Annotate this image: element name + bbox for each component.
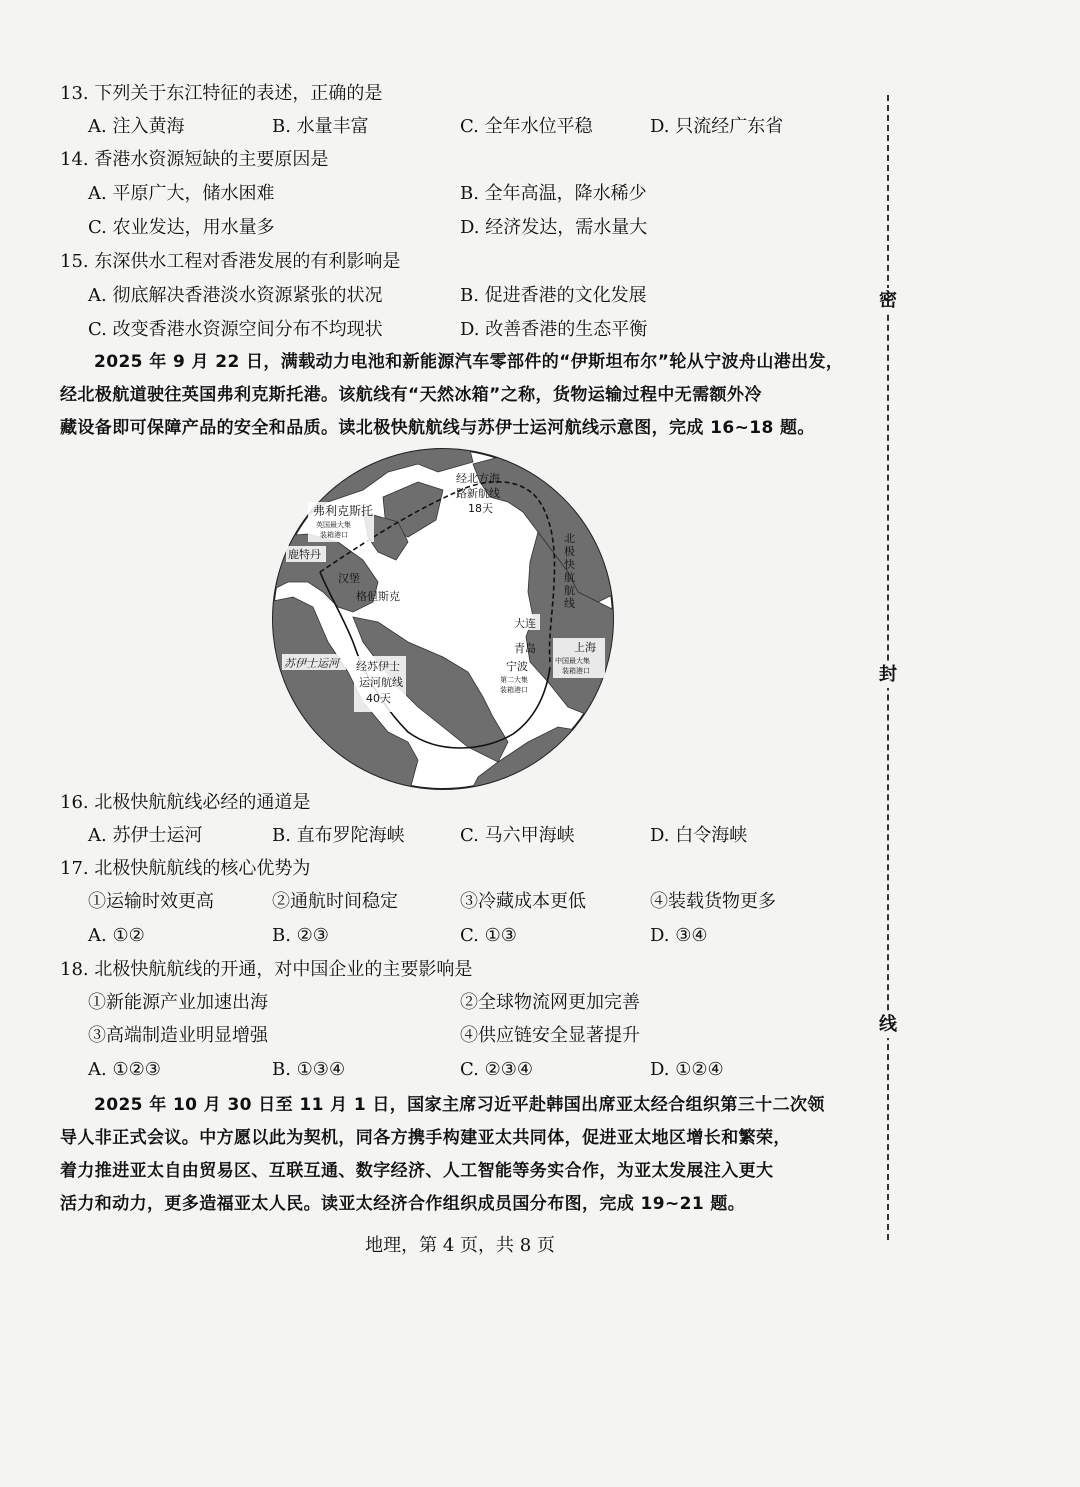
passage-line: 活力和动力，更多造福亚太人民。读亚太经济合作组织成员国分布图，完成 19~21 题。 [60,1194,746,1214]
label-felixstowe: 弗利克斯托 [313,504,374,518]
question-18-option-a: A. ①②③ [88,1059,161,1080]
question-13-option-c: C. 全年水位平稳 [460,116,593,137]
question-15-option-a: A. 彻底解决香港淡水资源紧张的状况 [88,285,383,306]
question-14-option-d: D. 经济发达，需水量大 [460,217,648,238]
question-16-option-d: D. 白令海峡 [650,825,748,846]
svg-text:北: 北 [564,532,575,545]
question-17-option-a: A. ①② [88,925,145,946]
question-13-stem: 13. 下列关于东江特征的表述，正确的是 [60,83,383,104]
question-17-option-d: D. ③④ [650,925,708,946]
seal-mark-xian: 线 [878,1012,898,1038]
svg-text:航: 航 [564,584,575,597]
question-14-stem: 14. 香港水资源短缺的主要原因是 [60,149,329,170]
question-16-option-c: C. 马六甲海峡 [460,825,575,846]
label-suez-route-1: 经苏伊士 [356,660,400,673]
question-13-option-a: A. 注入黄海 [88,116,185,137]
label-arctic-express-vertical [564,532,575,610]
question-16-stem: 16. 北极快航航线必经的通道是 [60,792,311,813]
label-rotterdam: 鹿特丹 [288,548,321,561]
label-shanghai-note2: 装箱港口 [562,667,590,675]
passage-line: 着力推进亚太自由贸易区、互联互通、数字经济、人工智能等务实合作，为亚太发展注入更大 [60,1161,774,1181]
question-16-option-b: B. 直布罗陀海峡 [272,825,405,846]
passage-line: 导人非正式会议。中方愿以此为契机，同各方携手构建亚太共同体，促进亚太地区增长和繁荣， [60,1128,791,1148]
question-14-option-b: B. 全年高温，降水稀少 [460,183,647,204]
question-17-statement-1: ①运输时效更高 [88,891,214,912]
label-suez-canal: 苏伊士运河 [284,657,339,670]
question-13-option-d: D. 只流经广东省 [650,116,784,137]
passage-arctic-route [60,346,844,445]
question-15-option-d: D. 改善香港的生态平衡 [460,319,648,340]
question-18-statement-4: ④供应链安全显著提升 [460,1025,640,1046]
label-ningbo-note2: 装箱港口 [500,686,528,694]
passage-line: 藏设备即可保障产品的安全和品质。读北极快航航线与苏伊士运河航线示意图，完成 16~18 题。 [60,418,815,438]
question-13-option-b: B. 水量丰富 [272,116,369,137]
label-ningbo: 宁波 [506,660,528,673]
label-suez-days: 40天 [366,692,391,705]
question-15-option-b: B. 促进香港的文化发展 [460,285,647,306]
question-14-option-a: A. 平原广大，储水困难 [88,183,275,204]
question-18-statement-2: ②全球物流网更加完善 [460,992,640,1013]
label-felixstowe-note1: 英国最大集 [316,521,351,529]
label-northern-days: 18天 [468,502,493,515]
question-18-statement-1: ①新能源产业加速出海 [88,992,268,1013]
label-suez-route-2: 运河航线 [359,676,403,689]
label-dalian: 大连 [514,617,536,630]
svg-text:快: 快 [564,558,575,571]
question-15-stem: 15. 东深供水工程对香港发展的有利影响是 [60,251,401,272]
question-16-option-a: A. 苏伊士运河 [88,825,203,846]
passage-apec [60,1089,830,1221]
question-17-option-b: B. ②③ [272,925,329,946]
polar-map-svg [268,442,618,797]
svg-text:航: 航 [564,571,575,584]
arctic-route-map [268,442,618,797]
seal-mark-feng: 封 [878,662,898,688]
svg-text:线: 线 [564,597,575,610]
label-gdansk: 格但斯克 [356,590,400,603]
question-18-option-b: B. ①③④ [272,1059,346,1080]
passage-line: 2025 年 10 月 30 日至 11 月 1 日，国家主席习近平赴韩国出席亚太经合组织第三十二次领 [94,1095,825,1115]
question-18-stem: 18. 北极快航航线的开通，对中国企业的主要影响是 [60,959,473,980]
passage-line: 2025 年 9 月 22 日，满载动力电池和新能源汽车零部件的“伊斯坦布尔”轮从宁波舟山港出发， [94,352,844,372]
question-17-statement-3: ③冷藏成本更低 [460,891,586,912]
svg-text:极: 极 [564,545,575,558]
label-shanghai: 上海 [574,641,596,654]
seal-mark-mi: 密 [878,288,898,314]
question-17-statement-2: ②通航时间稳定 [272,891,398,912]
question-18-statement-3: ③高端制造业明显增强 [88,1025,268,1046]
question-17-option-c: C. ①③ [460,925,517,946]
label-felixstowe-note2: 装箱港口 [320,531,348,539]
page-footer: 地理，第 4 页，共 8 页 [365,1235,555,1256]
question-14-option-c: C. 农业发达，用水量多 [88,217,275,238]
question-17-stem: 17. 北极快航航线的核心优势为 [60,858,311,879]
label-hamburg: 汉堡 [338,572,360,585]
label-northern-route-1: 经北方海 [456,472,500,485]
label-shanghai-note1: 中国最大集 [555,657,590,665]
question-15-option-c: C. 改变香港水资源空间分布不均现状 [88,319,383,340]
question-17-statement-4: ④装载货物更多 [650,891,776,912]
label-northern-route-2: 路新航线 [456,487,500,500]
question-18-option-c: C. ②③④ [460,1059,533,1080]
label-ningbo-note1: 第二大集 [500,676,528,684]
passage-line: 经北极航道驶往英国弗利克斯托港。该航线有“天然冰箱”之称，货物运输过程中无需额外冷 [60,385,762,405]
label-qingdao: 青岛 [514,642,536,655]
question-18-option-d: D. ①②④ [650,1059,724,1080]
